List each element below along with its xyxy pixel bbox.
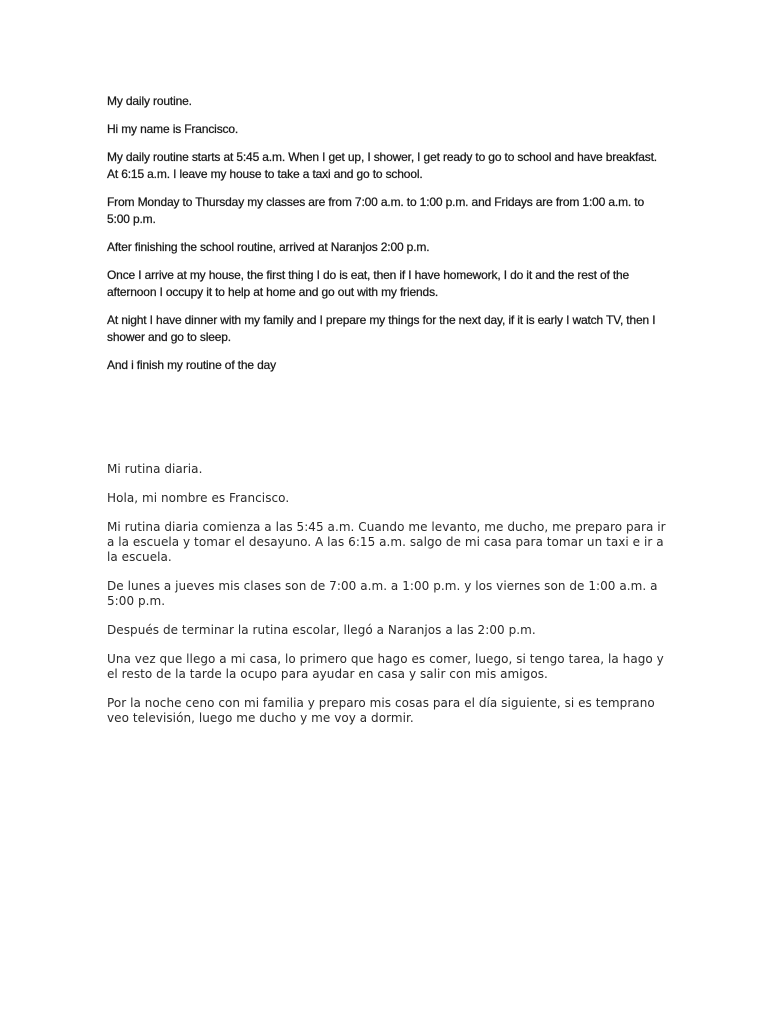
english-text-section <box>107 93 667 385</box>
spanish-paragraph: Después de terminar la rutina escolar, llegó a Naranjos a las 2:00 p.m. <box>107 623 536 637</box>
spanish-paragraph: Una vez que llego a mi casa, lo primero que hago es comer, luego, si tengo tarea, la hago y el resto de la tarde la ocupo para ayudar en casa y salir con mis amigos. <box>107 652 664 681</box>
spanish-text-section <box>107 462 667 740</box>
spanish-paragraph: Por la noche ceno con mi familia y preparo mis cosas para el día siguiente, si es temprano veo televisión, luego me ducho y me voy a dormir. <box>107 696 655 725</box>
english-title: My daily routine. <box>107 94 192 108</box>
english-greeting: Hi my name is Francisco. <box>107 122 239 136</box>
spanish-greeting: Hola, mi nombre es Francisco. <box>107 491 290 505</box>
spanish-paragraph: Mi rutina diaria comienza a las 5:45 a.m. Cuando me levanto, me ducho, me preparo para ir a la escuela y tomar el desayuno. A las 6:15 a.m. salgo de mi casa para tomar un taxi e ir a la escuela. <box>107 520 666 564</box>
english-paragraph: Once I arrive at my house, the first thing I do is eat, then if I have homework, I do it and the rest of the afternoon I occupy it to help at home and go out with my friends. <box>107 268 630 299</box>
english-paragraph: After finishing the school routine, arrived at Naranjos 2:00 p.m. <box>107 240 430 254</box>
spanish-title: Mi rutina diaria. <box>107 462 203 476</box>
spanish-paragraph: De lunes a jueves mis clases son de 7:00 a.m. a 1:00 p.m. y los viernes son de 1:00 a.m. a 5:00 p.m. <box>107 579 658 608</box>
english-paragraph: My daily routine starts at 5:45 a.m. When I get up, I shower, I get ready to go to school and have breakfast. At 6:15 a.m. I leave my house to take a taxi and go to school. <box>107 150 657 181</box>
english-paragraph: At night I have dinner with my family and I prepare my things for the next day, if it is early I watch TV, then I shower and go to sleep. <box>107 313 656 344</box>
english-closing: And i finish my routine of the day <box>107 358 276 372</box>
english-paragraph: From Monday to Thursday my classes are from 7:00 a.m. to 1:00 p.m. and Fridays are from 1:00 a.m. to 5:00 p.m. <box>107 195 645 226</box>
